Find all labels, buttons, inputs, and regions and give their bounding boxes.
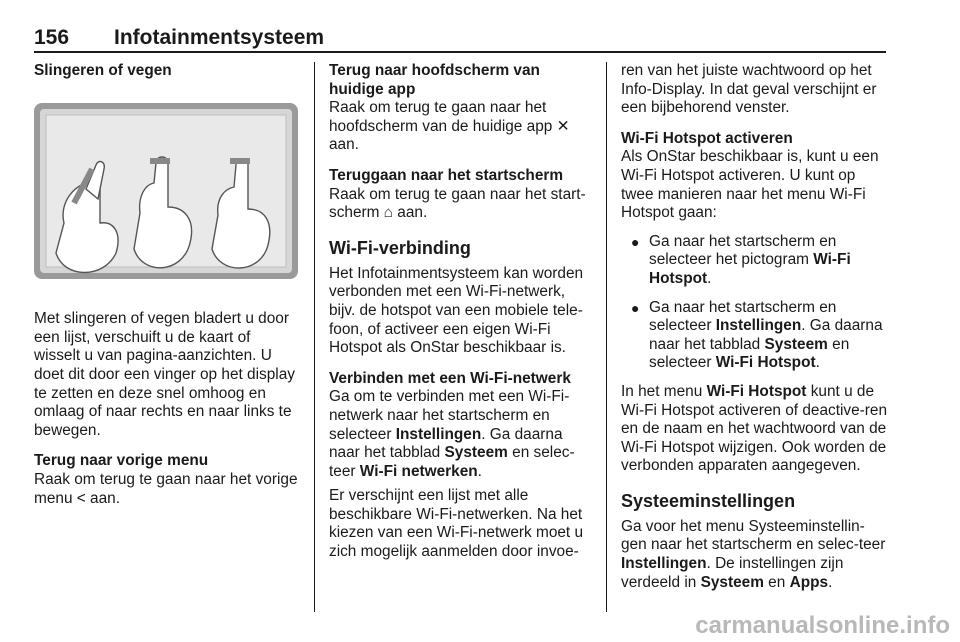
heading-back-menu: Terug naar vorige menu bbox=[34, 452, 209, 470]
section-title: Infotainmentsysteem bbox=[114, 26, 325, 49]
wifi-intro: Het Infotainmentsysteem kan worden verbonden met een Wi-Fi-netwerk, bijv. de hotspot van een mobiele tele-foon, of activeer een eigen Wi-Fi Hotspot als OnStar beschikbaar is. bbox=[329, 264, 584, 357]
system-settings-description: Ga voor het menu Systeeminstellin-gen naar het startscherm en selec-teer Instellingen. De instellingen zijn verdeeld in Systeem en Apps. bbox=[621, 517, 886, 591]
heading-connect-wifi: Verbinden met een Wi-Fi-netwerk bbox=[329, 369, 571, 387]
page-number: 156 bbox=[34, 26, 70, 49]
heading-system-settings: Systeeminstellingen bbox=[621, 490, 796, 511]
heading-wifi-connection: Wi-Fi-verbinding bbox=[329, 237, 471, 258]
hotspot-menu-description: In het menu Wi-Fi Hotspot kunt u de Wi-Fi Hotspot activeren of deactive-ren en de naam en het wachtwoord van de Wi-Fi Hotspot wijzigen. Ook worden de verbonden apparaten aangegeven. bbox=[621, 382, 888, 475]
swipe-gesture-illustration bbox=[34, 103, 298, 279]
wifi-list-description: Er verschijnt een lijst met alle beschikbare Wi-Fi-netwerken. Na het kiezen van een Wi-Fi-netwerk moet u zich mogelijk aanmelden door invoe- bbox=[329, 487, 584, 561]
watermark: carmanualsonline.info bbox=[695, 612, 950, 639]
password-continuation: ren van het juiste wachtwoord op het Info-Display. In dat geval verschijnt er een bijbehorend venster. bbox=[621, 62, 877, 117]
column-divider-2 bbox=[606, 62, 607, 612]
connect-wifi-instructions: Ga om te verbinden met een Wi-Fi-netwerk naar het startscherm en selecteer Instellingen. Ga daarna naar het tabblad Systeem en selec-teer Wi-Fi netwerken. bbox=[329, 388, 575, 480]
hotspot-steps-list bbox=[621, 233, 887, 373]
heading-activate-hotspot: Wi-Fi Hotspot activeren bbox=[621, 129, 793, 147]
column-3 bbox=[621, 62, 887, 592]
heading-start-screen: Teruggaan naar het startscherm bbox=[329, 166, 564, 184]
column-2 bbox=[329, 62, 593, 562]
start-screen-description: Raak om terug te gaan naar het start-scherm ⌂ aan. bbox=[329, 185, 586, 222]
hotspot-intro: Als OnStar beschikbaar is, kunt u een Wi-Fi Hotspot activeren. U kunt op twee manieren naar het menu Wi-Fi Hotspot gaan: bbox=[621, 148, 879, 222]
column-divider-1 bbox=[314, 62, 315, 612]
app-home-description: Raak om terug te gaan naar het hoofdscherm van de huidige app ✕ aan. bbox=[329, 99, 570, 154]
bullet-icon: ● bbox=[631, 233, 640, 250]
back-menu-description: Raak om terug te gaan naar het vorige menu < aan. bbox=[34, 470, 298, 507]
page-header bbox=[34, 26, 886, 52]
heading-app-home: Terug naar hoofdscherm van huidige app bbox=[329, 62, 540, 98]
list-item: ● Ga naar het startscherm en selecteer het pictogram Wi-Fi Hotspot. bbox=[631, 232, 851, 287]
bullet-icon: ● bbox=[631, 299, 640, 316]
column-1 bbox=[34, 62, 300, 508]
heading-swipe: Slingeren of vegen bbox=[34, 62, 172, 79]
list-item: ● Ga naar het startscherm en selecteer Instellingen. Ga daarna naar het tabblad Systeem en selecteer Wi-Fi Hotspot. bbox=[631, 298, 883, 372]
header-rule bbox=[34, 51, 886, 53]
swipe-description: Met slingeren of vegen bladert u door een lijst, verschuift u de kaart of wisselt u van pagina-aanzichten. U doet dit door een vinger op het display te zetten en deze snel omhoog en omlaag of naar rechts en naar links te bewegen. bbox=[34, 310, 295, 439]
